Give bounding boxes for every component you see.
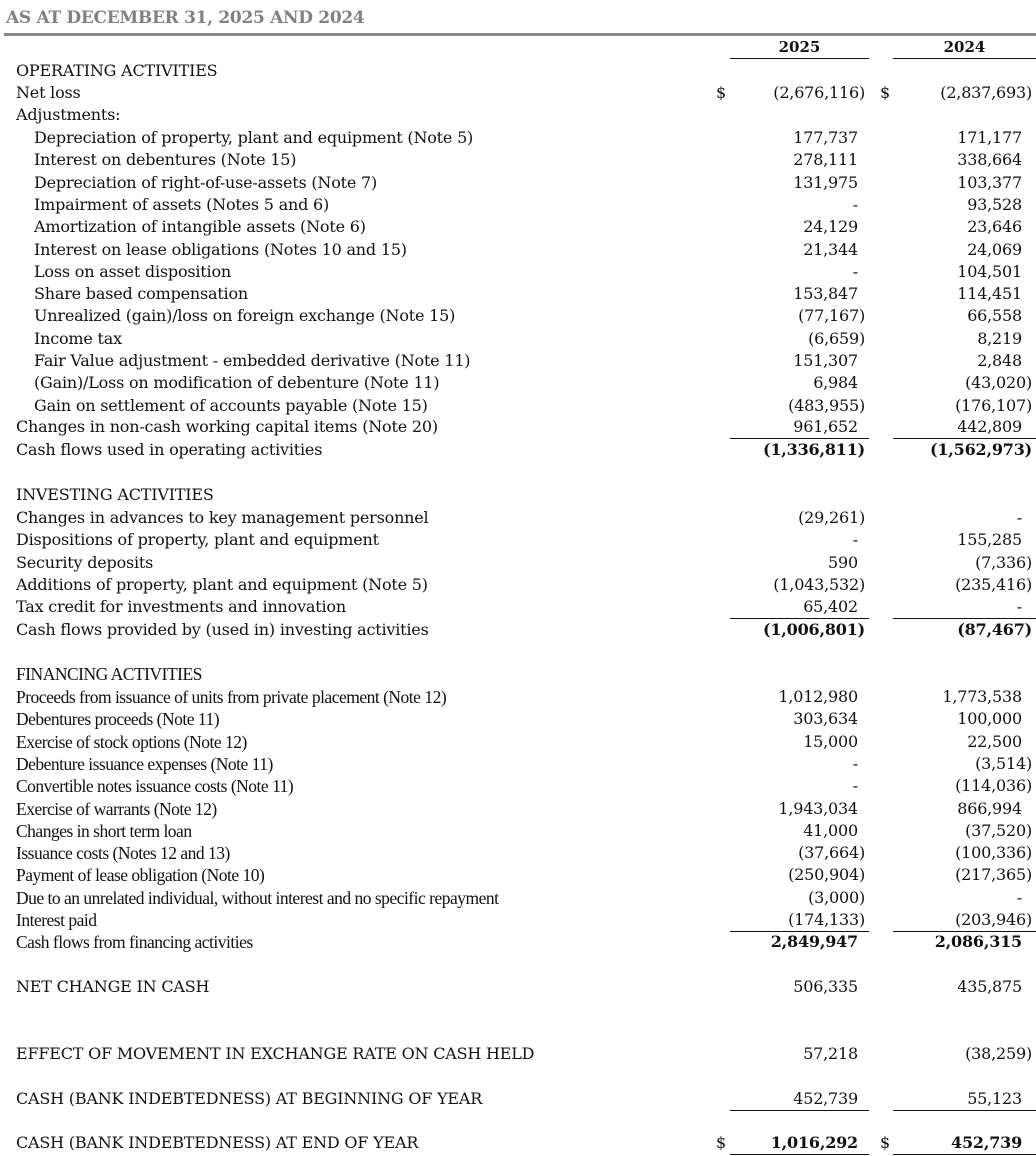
financing-row bbox=[0, 753, 1036, 775]
amount: 435,875 bbox=[957, 977, 1022, 996]
value-2025 bbox=[730, 216, 869, 238]
amount: - bbox=[852, 776, 858, 796]
row-label: Interest on debentures (Note 15) bbox=[34, 150, 297, 170]
amount: (37,664) bbox=[798, 843, 865, 863]
currency-symbol: $ bbox=[880, 83, 890, 102]
value-2025 bbox=[730, 976, 869, 998]
amount: (6,659) bbox=[808, 328, 865, 348]
value-2024 bbox=[893, 708, 1036, 730]
value-2025 bbox=[730, 842, 869, 864]
row-label: Impairment of assets (Notes 5 and 6) bbox=[34, 194, 330, 214]
row-label: Exercise of warrants (Note 12) bbox=[16, 798, 217, 819]
value-2024 bbox=[893, 976, 1036, 998]
amount: 21,344 bbox=[803, 239, 858, 259]
value-2025 bbox=[730, 775, 869, 797]
row-label: Payment of lease obligation (Note 10) bbox=[16, 865, 265, 886]
amount: (1,562,973) bbox=[929, 440, 1032, 459]
financing-row bbox=[0, 775, 1036, 797]
value-2024 bbox=[893, 82, 1036, 104]
row-label: Gain on settlement of accounts payable (Note 15) bbox=[34, 395, 428, 415]
row-label: Share based compensation bbox=[34, 284, 249, 304]
value-2024 bbox=[893, 372, 1036, 394]
row-label: CASH (BANK INDEBTEDNESS) AT END OF YEAR bbox=[16, 1133, 419, 1152]
row-investing-total bbox=[0, 619, 1036, 641]
value-2025 bbox=[730, 127, 869, 149]
section-heading-financing bbox=[0, 663, 1036, 685]
amount: 153,847 bbox=[793, 284, 858, 304]
row-label: INVESTING ACTIVITIES bbox=[16, 485, 214, 504]
amount: 24,069 bbox=[967, 239, 1022, 259]
adjustment-row bbox=[0, 194, 1036, 216]
amount: 1,943,034 bbox=[778, 798, 858, 818]
amount: 1,773,538 bbox=[942, 687, 1022, 706]
amount: 93,528 bbox=[967, 194, 1022, 214]
row-label: Depreciation of property, plant and equipment (Note 5) bbox=[34, 128, 474, 147]
amount: (38,259) bbox=[965, 1044, 1032, 1063]
currency-symbol: $ bbox=[880, 1133, 890, 1152]
value-2024 bbox=[893, 775, 1036, 797]
row-label: Cash flows used in operating activities bbox=[16, 440, 323, 459]
value-2025 bbox=[730, 552, 869, 574]
value-2025 bbox=[730, 529, 869, 551]
adjustment-row bbox=[0, 328, 1036, 350]
financing-row bbox=[0, 686, 1036, 708]
amount: 100,000 bbox=[957, 709, 1022, 729]
value-2024 bbox=[893, 172, 1036, 194]
adjustment-row bbox=[0, 127, 1036, 149]
value-2025 bbox=[730, 82, 869, 104]
row-label: Security deposits bbox=[16, 552, 154, 572]
value-2025 bbox=[730, 820, 869, 842]
currency-symbol: $ bbox=[716, 83, 726, 102]
amount: (114,036) bbox=[955, 776, 1032, 796]
amount: (3,000) bbox=[808, 887, 865, 907]
value-2024 bbox=[893, 507, 1036, 529]
amount: (2,837,693) bbox=[940, 83, 1032, 102]
investing-row bbox=[0, 596, 1036, 618]
financing-row bbox=[0, 864, 1036, 886]
amount: 171,177 bbox=[957, 128, 1022, 147]
value-2025 bbox=[730, 596, 869, 619]
adjustment-row bbox=[0, 172, 1036, 194]
financing-row bbox=[0, 887, 1036, 909]
section-heading-operating bbox=[0, 60, 1036, 82]
value-2025 bbox=[730, 619, 869, 641]
amount: 131,975 bbox=[793, 172, 858, 192]
row-label: Cash flows provided by (used in) investing activities bbox=[16, 620, 429, 639]
investing-row bbox=[0, 529, 1036, 551]
value-2024 bbox=[893, 753, 1036, 775]
row-label: (Gain)/Loss on modification of debenture (Note 11) bbox=[34, 373, 440, 393]
row-label: Debenture issuance expenses (Note 11) bbox=[16, 753, 273, 774]
amount: 41,000 bbox=[803, 820, 858, 840]
amount: 452,739 bbox=[793, 1089, 858, 1108]
title-divider bbox=[4, 33, 1036, 36]
value-2024 bbox=[893, 328, 1036, 350]
value-2024 bbox=[893, 552, 1036, 574]
amount: (1,043,532) bbox=[773, 574, 865, 594]
row-label: Unrealized (gain)/loss on foreign exchange (Note 15) bbox=[34, 306, 456, 326]
adjustment-row bbox=[0, 372, 1036, 394]
value-2024 bbox=[893, 305, 1036, 327]
value-2024 bbox=[893, 686, 1036, 708]
value-2024 bbox=[893, 239, 1036, 261]
amount: 177,737 bbox=[793, 128, 858, 147]
value-2024 bbox=[893, 439, 1036, 461]
amount: (7,336) bbox=[975, 552, 1032, 572]
investing-row bbox=[0, 507, 1036, 529]
value-2025 bbox=[730, 372, 869, 394]
amount: 338,664 bbox=[957, 150, 1022, 170]
amount: 104,501 bbox=[957, 261, 1022, 281]
amount: (87,467) bbox=[957, 620, 1032, 639]
adjustment-row bbox=[0, 149, 1036, 171]
row-label: Income tax bbox=[34, 328, 122, 348]
value-2024 bbox=[893, 395, 1036, 417]
row-label: OPERATING ACTIVITIES bbox=[16, 61, 218, 80]
value-2025 bbox=[730, 416, 869, 439]
value-2025 bbox=[730, 350, 869, 372]
value-2024 bbox=[893, 1132, 1036, 1155]
amount: 55,123 bbox=[967, 1089, 1022, 1108]
amount: 151,307 bbox=[793, 351, 858, 370]
currency-symbol: $ bbox=[716, 1133, 726, 1152]
value-2024 bbox=[893, 149, 1036, 171]
value-2025 bbox=[730, 574, 869, 596]
adjustment-row bbox=[0, 239, 1036, 261]
row-net-loss bbox=[0, 82, 1036, 104]
value-2025 bbox=[730, 1088, 869, 1111]
value-2024 bbox=[893, 909, 1036, 932]
row-label: Changes in non-cash working capital items (Note 20) bbox=[16, 417, 438, 436]
row-label: Exercise of stock options (Note 12) bbox=[16, 731, 247, 752]
value-2024 bbox=[893, 216, 1036, 238]
column-header-2025: 2025 bbox=[730, 38, 869, 59]
row-label: Changes in advances to key management personnel bbox=[16, 508, 429, 527]
value-2024 bbox=[893, 574, 1036, 596]
amount: (217,365) bbox=[955, 865, 1032, 885]
amount: 442,809 bbox=[957, 417, 1022, 436]
row-label: NET CHANGE IN CASH bbox=[16, 977, 210, 996]
value-2025 bbox=[730, 1132, 869, 1155]
amount: (235,416) bbox=[955, 574, 1032, 594]
amount: 6,984 bbox=[813, 373, 858, 393]
investing-row bbox=[0, 552, 1036, 574]
value-2024 bbox=[893, 887, 1036, 909]
amount: 66,558 bbox=[967, 306, 1022, 326]
amount: - bbox=[1016, 597, 1022, 617]
row-financing-total bbox=[0, 931, 1036, 953]
value-2024 bbox=[893, 798, 1036, 820]
value-2024 bbox=[893, 194, 1036, 216]
amount: 2,849,947 bbox=[770, 932, 858, 951]
amount: (176,107) bbox=[955, 395, 1032, 415]
row-beginning-cash bbox=[0, 1088, 1036, 1110]
value-2025 bbox=[730, 172, 869, 194]
financing-row bbox=[0, 820, 1036, 842]
amount: 65,402 bbox=[803, 597, 858, 617]
value-2024 bbox=[893, 416, 1036, 439]
amount: (29,261) bbox=[798, 508, 865, 527]
value-2025 bbox=[730, 864, 869, 886]
row-label: Debentures proceeds (Note 11) bbox=[16, 709, 220, 730]
financing-row bbox=[0, 708, 1036, 730]
section-heading-investing bbox=[0, 484, 1036, 506]
row-label: Depreciation of right-of-use-assets (Note 7) bbox=[34, 172, 378, 192]
value-2024 bbox=[893, 283, 1036, 305]
amount: (37,520) bbox=[965, 820, 1032, 840]
amount: 155,285 bbox=[957, 530, 1022, 550]
amount: - bbox=[852, 753, 858, 773]
row-ending-cash bbox=[0, 1132, 1036, 1154]
amount: (483,955) bbox=[788, 395, 865, 415]
amount: 590 bbox=[828, 552, 858, 572]
amount: 506,335 bbox=[793, 977, 858, 996]
value-2024 bbox=[893, 1088, 1036, 1111]
value-2025 bbox=[730, 887, 869, 909]
row-label: Fair Value adjustment - embedded derivative (Note 11) bbox=[34, 351, 471, 370]
value-2025 bbox=[730, 731, 869, 753]
row-label: Adjustments: bbox=[16, 105, 121, 124]
row-label: Issuance costs (Notes 12 and 13) bbox=[16, 843, 230, 864]
row-label: Cash flows from financing activities bbox=[16, 932, 253, 952]
statement-title: AS AT DECEMBER 31, 2025 AND 2024 bbox=[6, 8, 365, 28]
row-label: Tax credit for investments and innovation bbox=[16, 597, 346, 617]
amount: 57,218 bbox=[803, 1044, 858, 1063]
value-2025 bbox=[730, 753, 869, 775]
value-2025 bbox=[730, 507, 869, 529]
amount: (43,020) bbox=[965, 373, 1032, 393]
value-2024 bbox=[893, 842, 1036, 864]
row-label: Net loss bbox=[16, 83, 81, 102]
row-label: EFFECT OF MOVEMENT IN EXCHANGE RATE ON CASH HELD bbox=[16, 1044, 535, 1063]
amount: (1,006,801) bbox=[762, 620, 865, 639]
row-label: CASH (BANK INDEBTEDNESS) AT BEGINNING OF YEAR bbox=[16, 1089, 483, 1108]
value-2024 bbox=[893, 350, 1036, 372]
financing-row bbox=[0, 798, 1036, 820]
value-2025 bbox=[730, 239, 869, 261]
financing-row bbox=[0, 842, 1036, 864]
amount: 866,994 bbox=[957, 798, 1022, 818]
investing-row bbox=[0, 574, 1036, 596]
value-2024 bbox=[893, 1043, 1036, 1065]
amount: 2,086,315 bbox=[934, 932, 1022, 951]
financing-row bbox=[0, 731, 1036, 753]
amount: (100,336) bbox=[955, 843, 1032, 863]
value-2025 bbox=[730, 1043, 869, 1065]
row-fx-effect bbox=[0, 1043, 1036, 1065]
adjustment-row bbox=[0, 350, 1036, 372]
row-net-change bbox=[0, 976, 1036, 998]
row-label: Interest on lease obligations (Notes 10 and 15) bbox=[34, 239, 407, 259]
row-operating-total bbox=[0, 439, 1036, 461]
value-2025 bbox=[730, 283, 869, 305]
row-label: Dispositions of property, plant and equipment bbox=[16, 530, 379, 550]
value-2025 bbox=[730, 686, 869, 708]
amount: 8,219 bbox=[977, 328, 1022, 348]
amount: 1,012,980 bbox=[778, 687, 858, 706]
row-label: Interest paid bbox=[16, 910, 97, 930]
row-label: Convertible notes issuance costs (Note 11) bbox=[16, 776, 294, 797]
row-label: Proceeds from issuance of units from private placement (Note 12) bbox=[16, 687, 447, 707]
amount: 15,000 bbox=[803, 731, 858, 751]
amount: 452,739 bbox=[951, 1133, 1022, 1152]
value-2025 bbox=[730, 708, 869, 730]
value-2025 bbox=[730, 395, 869, 417]
amount: - bbox=[1016, 887, 1022, 907]
amount: - bbox=[852, 194, 858, 214]
adjustment-row bbox=[0, 216, 1036, 238]
value-2025 bbox=[730, 439, 869, 461]
value-2024 bbox=[893, 127, 1036, 149]
value-2025 bbox=[730, 798, 869, 820]
value-2025 bbox=[730, 261, 869, 283]
amount: (1,336,811) bbox=[762, 440, 865, 459]
amount: - bbox=[1016, 508, 1022, 527]
value-2024 bbox=[893, 731, 1036, 753]
row-label: Amortization of intangible assets (Note 6) bbox=[34, 217, 366, 237]
amount: 2,848 bbox=[977, 351, 1022, 370]
adjustment-row bbox=[0, 395, 1036, 417]
amount: 114,451 bbox=[957, 284, 1022, 304]
row-working-capital bbox=[0, 416, 1036, 438]
value-2025 bbox=[730, 149, 869, 171]
value-2024 bbox=[893, 529, 1036, 551]
amount: - bbox=[852, 530, 858, 550]
financing-row bbox=[0, 909, 1036, 931]
adjustments-label bbox=[0, 104, 1036, 126]
amount: 103,377 bbox=[957, 172, 1022, 192]
amount: - bbox=[852, 261, 858, 281]
value-2025 bbox=[730, 305, 869, 327]
value-2025 bbox=[730, 909, 869, 932]
value-2025 bbox=[730, 194, 869, 216]
value-2024 bbox=[893, 931, 1036, 953]
amount: 961,652 bbox=[793, 417, 858, 436]
amount: 24,129 bbox=[803, 217, 858, 237]
amount: (203,946) bbox=[955, 910, 1032, 929]
amount: (174,133) bbox=[788, 910, 865, 929]
amount: (3,514) bbox=[975, 753, 1032, 773]
value-2025 bbox=[730, 328, 869, 350]
row-label: FINANCING ACTIVITIES bbox=[16, 664, 202, 684]
row-label: Changes in short term loan bbox=[16, 820, 192, 841]
amount: 23,646 bbox=[967, 217, 1022, 237]
amount: 278,111 bbox=[793, 150, 858, 170]
adjustment-row bbox=[0, 283, 1036, 305]
value-2024 bbox=[893, 820, 1036, 842]
value-2024 bbox=[893, 596, 1036, 619]
amount: 22,500 bbox=[967, 731, 1022, 751]
column-header-2024: 2024 bbox=[893, 38, 1036, 59]
amount: 1,016,292 bbox=[770, 1133, 858, 1152]
value-2025 bbox=[730, 931, 869, 953]
amount: (77,167) bbox=[798, 306, 865, 326]
row-label: Loss on asset disposition bbox=[34, 261, 231, 281]
row-label: Due to an unrelated individual, without interest and no specific repayment bbox=[16, 887, 499, 908]
adjustment-row bbox=[0, 261, 1036, 283]
value-2024 bbox=[893, 864, 1036, 886]
row-label: Additions of property, plant and equipment (Note 5) bbox=[16, 574, 428, 594]
amount: 303,634 bbox=[793, 709, 858, 729]
value-2024 bbox=[893, 619, 1036, 641]
amount: (2,676,116) bbox=[773, 83, 865, 102]
adjustment-row bbox=[0, 305, 1036, 327]
value-2024 bbox=[893, 261, 1036, 283]
amount: (250,904) bbox=[788, 865, 865, 885]
